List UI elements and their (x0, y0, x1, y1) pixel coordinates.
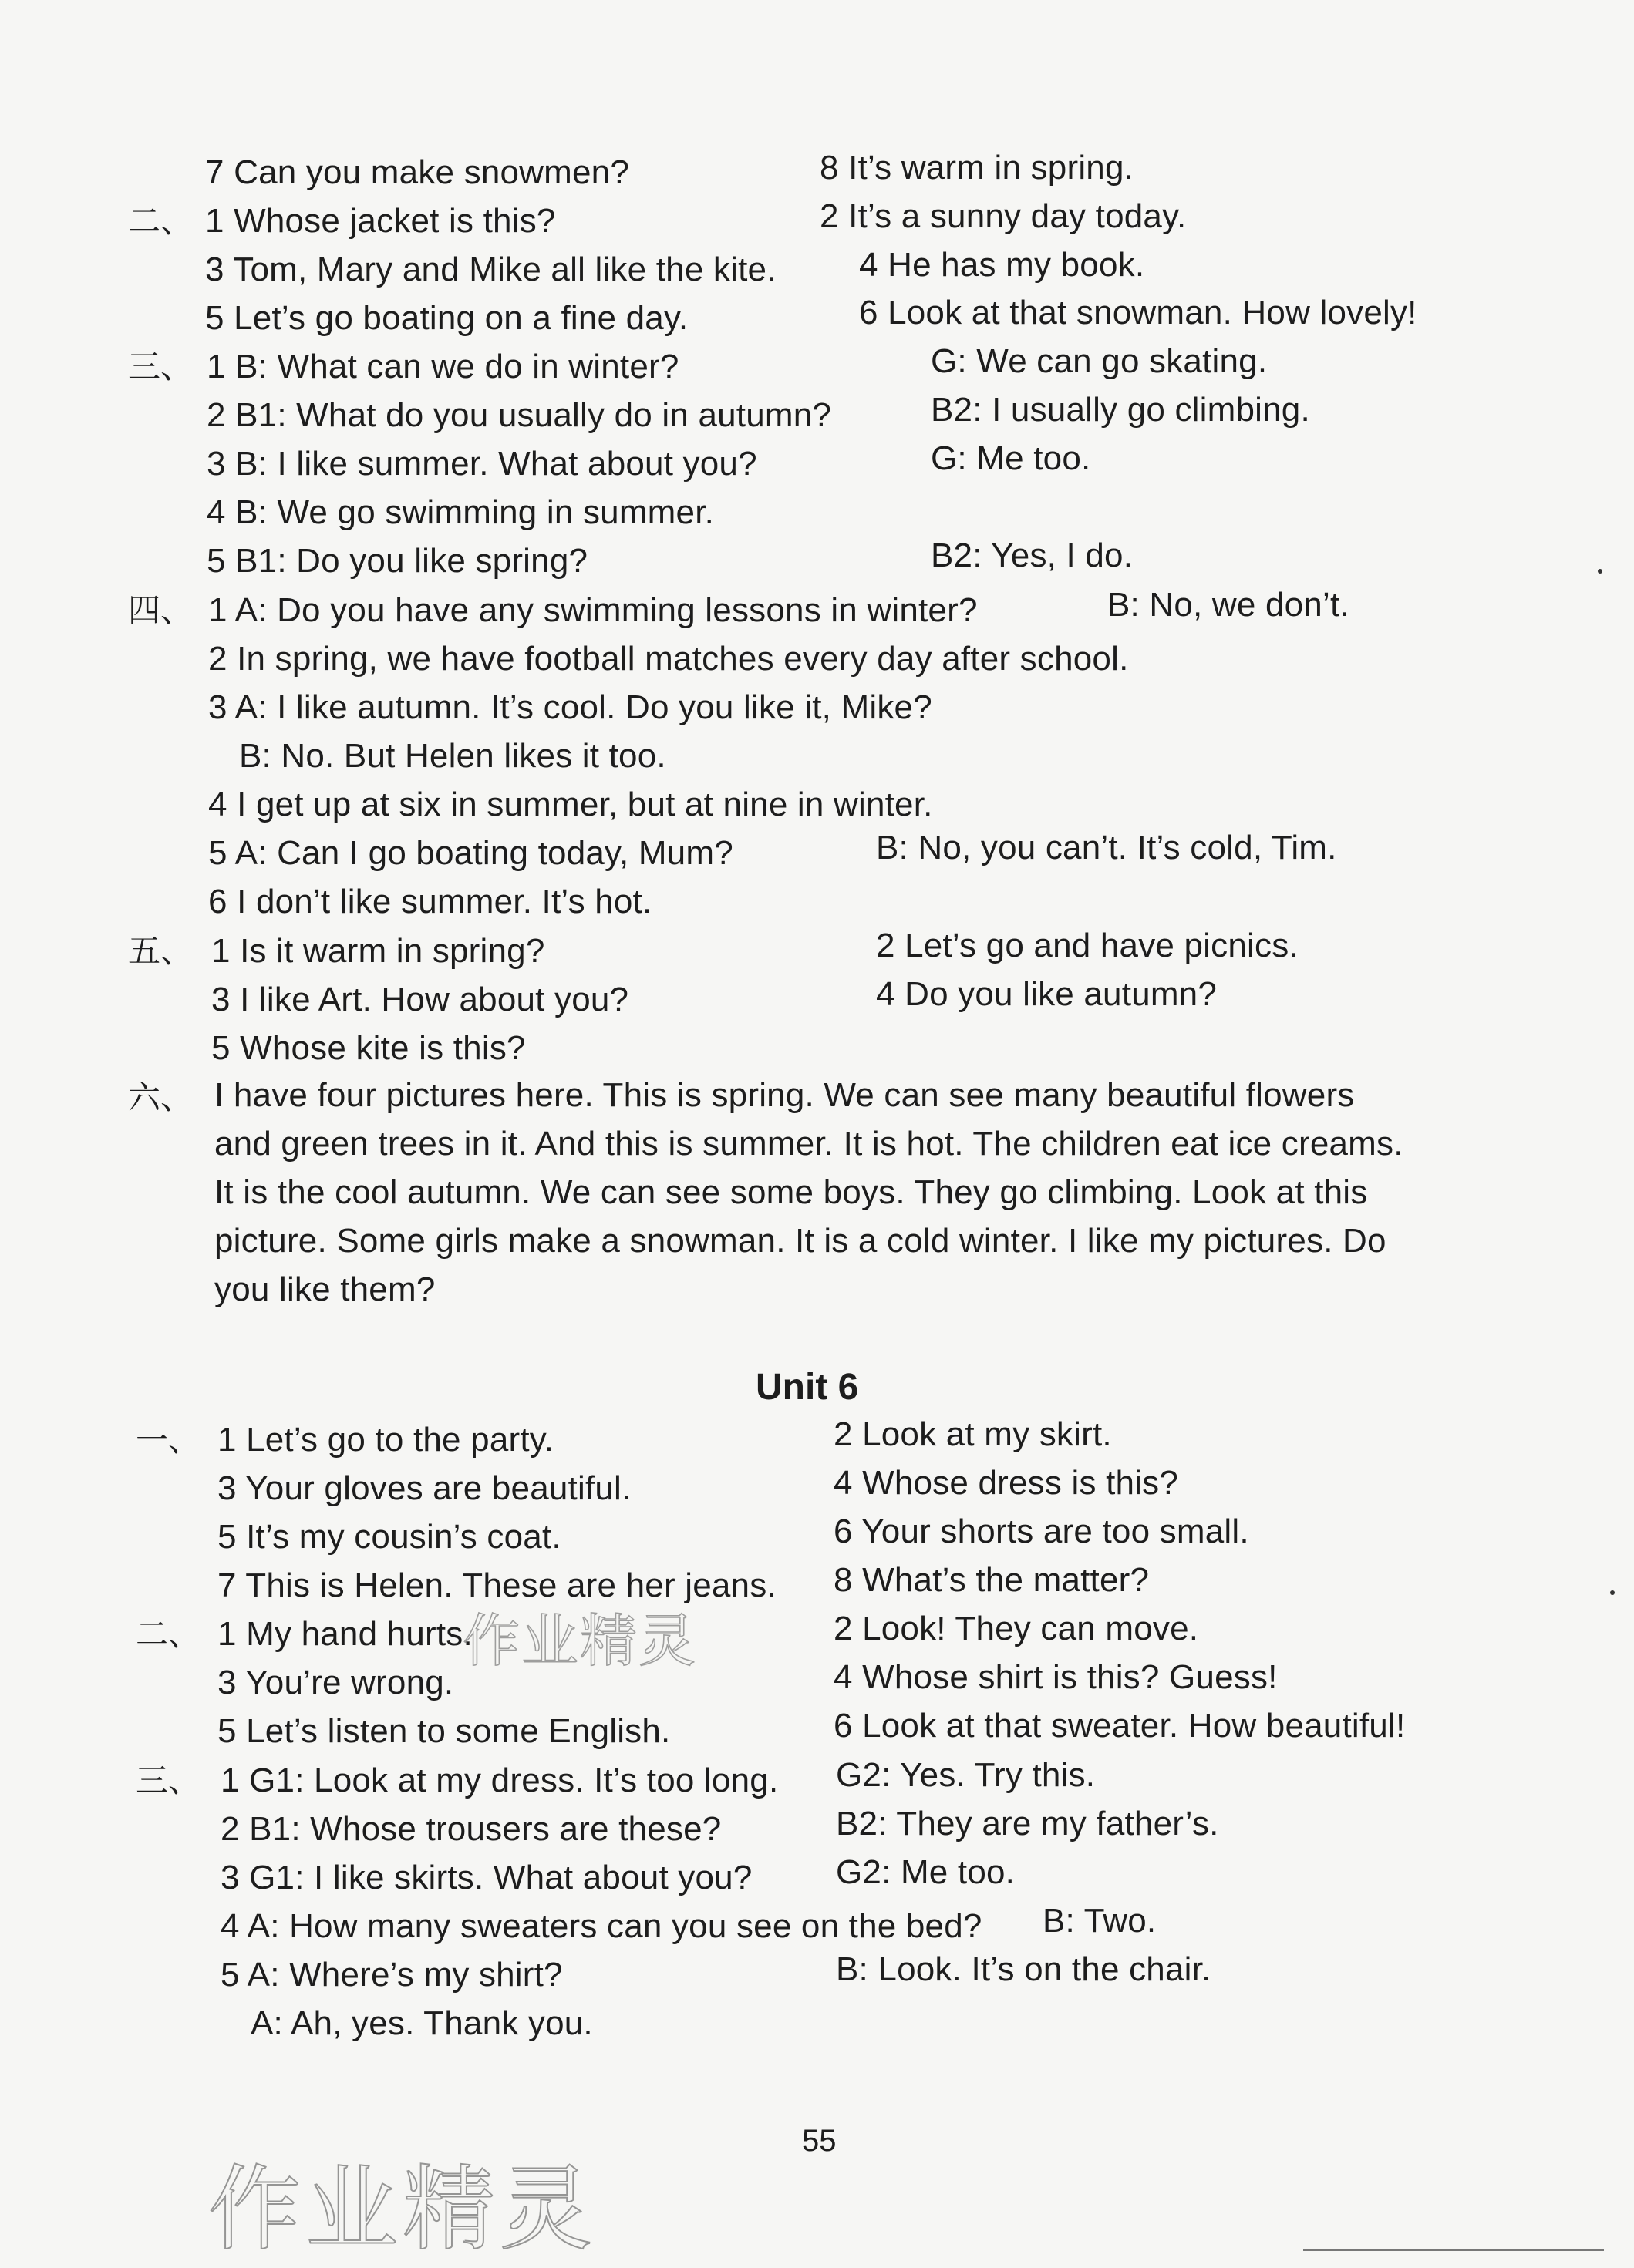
answer-line: 5 A: Where’s my shirt? (221, 1956, 563, 1994)
paragraph-line: you like them? (214, 1270, 436, 1308)
answer-line: 3 A: I like autumn. It’s cool. Do you like it, Mike? (208, 688, 932, 726)
answer-line: 2 It’s a sunny day today. (820, 197, 1187, 235)
answer-line: B: No, you can’t. It’s cold, Tim. (876, 829, 1337, 866)
section-number: 五、 (128, 932, 194, 970)
answer-line: 1 Is it warm in spring? (211, 932, 545, 970)
answer-line: 4 I get up at six in summer, but at nine in winter. (208, 786, 933, 823)
answer-line: 5 B1: Do you like spring? (207, 542, 588, 580)
answer-line: B: No. But Helen likes it too. (239, 737, 666, 775)
section-number: 三、 (128, 348, 194, 385)
answer-line: G2: Yes. Try this. (836, 1756, 1096, 1794)
answer-line: 4 He has my book. (859, 246, 1145, 284)
watermark-stamp: 作业精灵 (208, 2156, 597, 2263)
answer-line: 6 Look at that snowman. How lovely! (859, 294, 1417, 331)
answer-line: B2: They are my father’s. (836, 1805, 1219, 1842)
section-number: 六、 (128, 1078, 194, 1116)
answer-line: 2 In spring, we have football matches every day after school. (208, 640, 1129, 678)
bottom-rule (1303, 2249, 1604, 2251)
answer-line: B2: Yes, I do. (931, 537, 1134, 574)
answer-line: B2: I usually go climbing. (931, 391, 1310, 429)
answer-line: 4 A: How many sweaters can you see on the bed? (221, 1907, 982, 1945)
answer-line: 3 You’re wrong. (217, 1664, 454, 1701)
answer-line: 3 Your gloves are beautiful. (217, 1469, 632, 1507)
answer-line: 1 A: Do you have any swimming lessons in winter? (208, 591, 978, 629)
answer-line: 6 I don’t like summer. It’s hot. (208, 883, 652, 920)
answer-line: 8 What’s the matter? (834, 1561, 1150, 1599)
paragraph-line: I have four pictures here. This is spring. We can see many beautiful flowers (214, 1076, 1355, 1114)
section-number: 四、 (128, 591, 194, 629)
scan-dot (1598, 569, 1602, 574)
answer-line: 2 Look at my skirt. (834, 1415, 1112, 1453)
section-number: 三、 (136, 1762, 201, 1799)
answer-line: 5 It’s my cousin’s coat. (217, 1518, 561, 1556)
answer-line: 2 B1: Whose trousers are these? (221, 1810, 722, 1848)
answer-line: 1 B: What can we do in winter? (207, 348, 679, 385)
answer-line: 3 G1: I like skirts. What about you? (221, 1859, 753, 1896)
answer-line: 6 Your shorts are too small. (834, 1513, 1249, 1550)
answer-line: 4 Whose dress is this? (834, 1464, 1179, 1502)
answer-line: 3 I like Art. How about you? (211, 981, 629, 1018)
answer-line: B: No, we don’t. (1107, 586, 1349, 624)
scan-dot (1610, 1590, 1615, 1595)
answer-line: 7 Can you make snowmen? (205, 153, 630, 191)
answer-line: 5 Whose kite is this? (211, 1029, 526, 1067)
answer-line: 5 Let’s listen to some English. (217, 1712, 671, 1750)
answer-line: A: Ah, yes. Thank you. (251, 2004, 593, 2042)
answer-line: G2: Me too. (836, 1853, 1016, 1891)
answer-line: 2 Let’s go and have picnics. (876, 927, 1299, 964)
answer-line: B: Two. (1043, 1902, 1157, 1940)
answer-line: 6 Look at that sweater. How beautiful! (834, 1707, 1406, 1745)
answer-line: 3 Tom, Mary and Mike all like the kite. (205, 251, 777, 288)
answer-line: B: Look. It’s on the chair. (836, 1950, 1211, 1988)
paragraph-line: It is the cool autumn. We can see some boys. They go climbing. Look at this (214, 1173, 1368, 1211)
section-number: 二、 (128, 202, 194, 240)
answer-line: 4 Whose shirt is this? Guess! (834, 1658, 1278, 1696)
answer-line: 7 This is Helen. These are her jeans. (217, 1566, 777, 1604)
answer-line: 3 B: I like summer. What about you? (207, 445, 757, 483)
answer-line: 2 B1: What do you usually do in autumn? (207, 396, 832, 434)
answer-line: 1 Whose jacket is this? (205, 202, 556, 240)
paragraph-line: and green trees in it. And this is summer. It is hot. The children eat ice creams. (214, 1125, 1403, 1163)
answer-line: 2 Look! They can move. (834, 1610, 1199, 1647)
answer-line: 1 G1: Look at my dress. It’s too long. (221, 1762, 779, 1799)
answer-line: 5 Let’s go boating on a fine day. (205, 299, 689, 337)
answer-line: 5 A: Can I go boating today, Mum? (208, 834, 733, 872)
answer-line: G: Me too. (931, 439, 1091, 477)
answer-line: 4 Do you like autumn? (876, 975, 1218, 1013)
answer-line: 4 B: We go swimming in summer. (207, 493, 715, 531)
watermark-stamp: 作业精灵 (463, 1608, 697, 1674)
answer-line: G: We can go skating. (931, 342, 1268, 380)
answer-line: 1 Let’s go to the party. (217, 1421, 554, 1459)
section-number: 二、 (136, 1615, 201, 1653)
unit-title: Unit 6 (756, 1367, 859, 1408)
answer-line: 1 My hand hurts. (217, 1615, 473, 1653)
section-number: 一、 (136, 1421, 201, 1459)
paragraph-line: picture. Some girls make a snowman. It is a cold winter. I like my pictures. Do (214, 1222, 1386, 1260)
answer-line: 8 It’s warm in spring. (820, 149, 1134, 187)
page-number: 55 (802, 2124, 837, 2158)
